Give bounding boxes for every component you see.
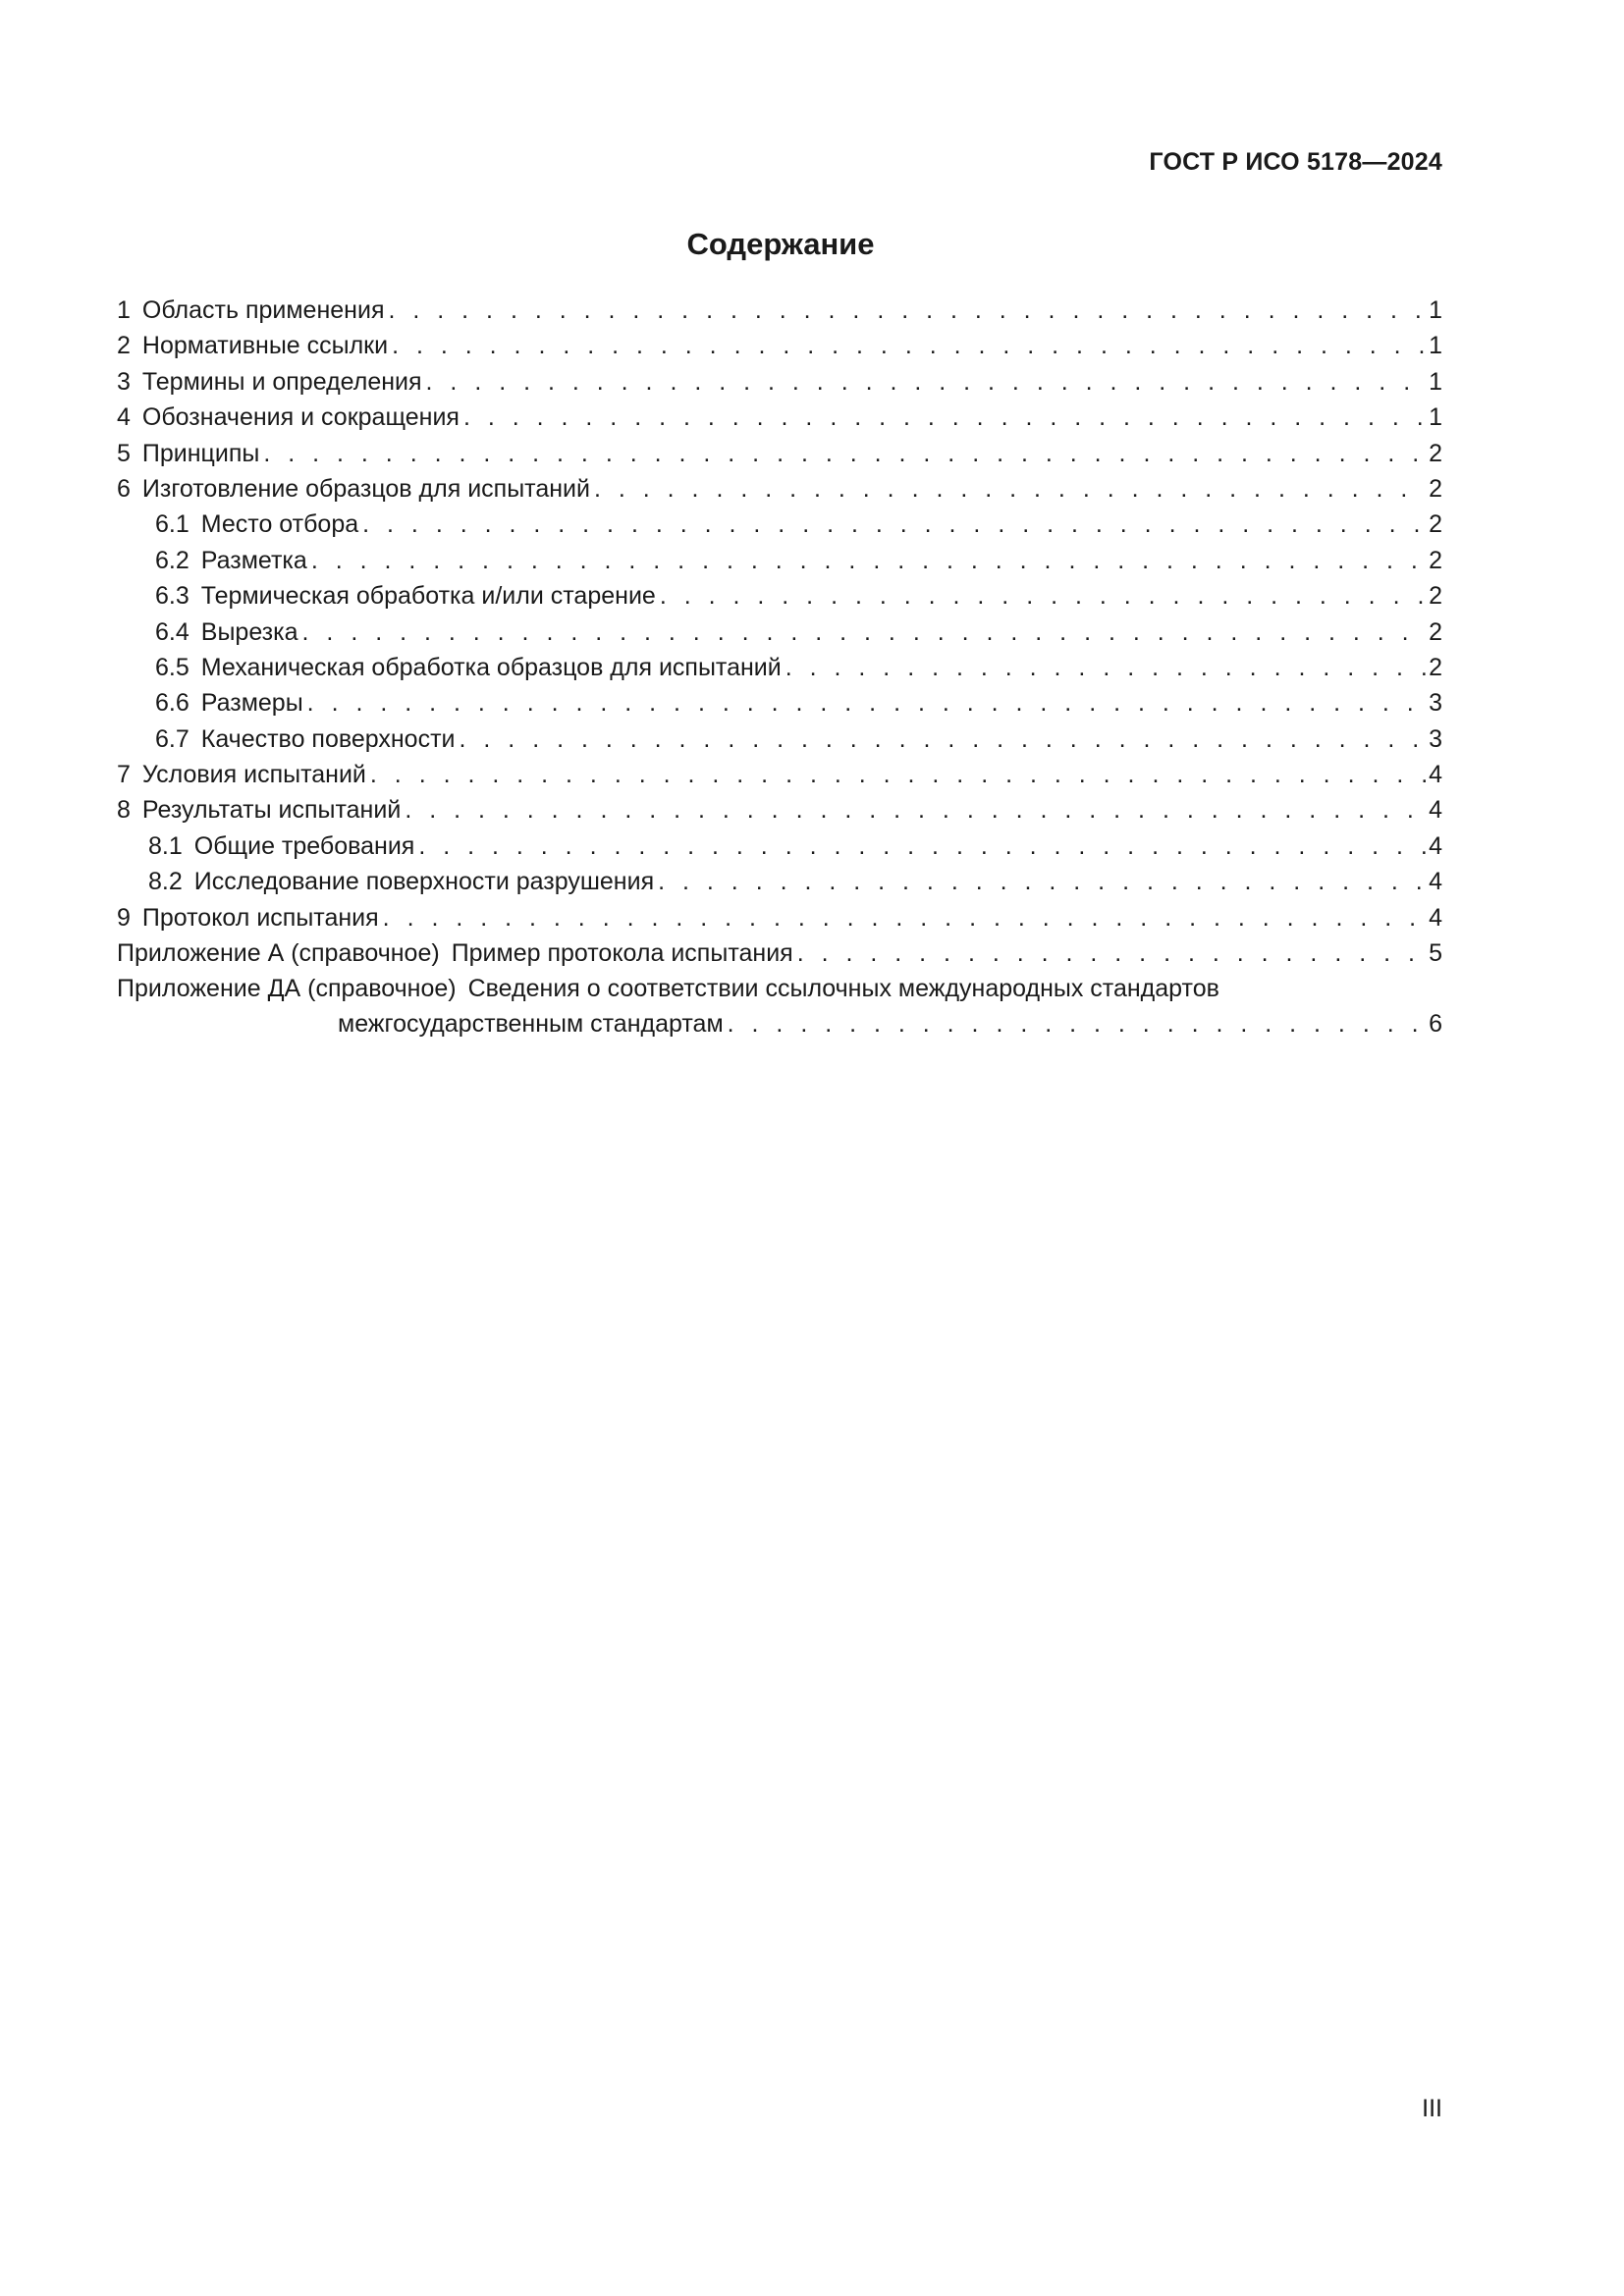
dot-leader <box>362 507 1427 542</box>
dot-leader <box>302 614 1428 650</box>
toc-entry-number: 8.1 <box>148 831 183 860</box>
dot-leader <box>660 578 1427 614</box>
toc-entry-label: Общие требования <box>193 831 415 860</box>
toc-entry-6-3[interactable] <box>117 578 1442 614</box>
toc-entry-page: 2 <box>1429 653 1442 681</box>
dot-leader <box>658 864 1427 899</box>
toc-entry-label: Протокол испытания <box>141 903 379 932</box>
toc-entry-5[interactable] <box>117 436 1442 471</box>
toc-entry-number: 6.2 <box>155 546 189 574</box>
document-code: ГОСТ Р ИСО 5178—2024 <box>1149 148 1442 176</box>
toc-entry-number: 6.3 <box>155 582 189 611</box>
toc-entry-number: 3 <box>117 367 131 396</box>
toc-entry-page: 4 <box>1429 868 1442 896</box>
toc-entry-number: 6.6 <box>155 689 189 718</box>
toc-entry-9[interactable] <box>117 900 1442 935</box>
toc-entry-number: 4 <box>117 403 131 432</box>
toc-entry-page: 4 <box>1429 761 1442 789</box>
toc-entry-number: 6.5 <box>155 653 189 681</box>
toc-entry-6-2[interactable] <box>117 543 1442 578</box>
toc-entry-label: Термическая обработка и/или старение <box>200 582 656 611</box>
toc-title: Содержание <box>686 227 875 261</box>
dot-leader <box>785 650 1427 685</box>
table-of-contents <box>117 293 1442 1042</box>
toc-entry-page: 2 <box>1429 546 1442 574</box>
toc-entry-number: 8.2 <box>148 868 183 896</box>
toc-entry-label: Нормативные ссылки <box>141 332 389 360</box>
toc-entry-3[interactable] <box>117 364 1442 400</box>
toc-entry-page: 4 <box>1429 903 1442 932</box>
toc-entry-6-7[interactable] <box>117 721 1442 757</box>
toc-entry-page: 1 <box>1429 403 1442 432</box>
toc-entry-page: 1 <box>1429 332 1442 360</box>
dot-leader <box>388 293 1427 328</box>
toc-entry-number: 6.4 <box>155 617 189 646</box>
toc-entry-page: 2 <box>1429 617 1442 646</box>
toc-entry-label: Область применения <box>141 295 385 324</box>
toc-entry-8-1[interactable] <box>117 828 1442 864</box>
toc-entry-page: 3 <box>1429 689 1442 718</box>
toc-annex-prefix: Приложение ДА (справочное) <box>117 975 457 1003</box>
page-number: III <box>1422 2095 1442 2122</box>
toc-entry-page: 2 <box>1429 582 1442 611</box>
toc-entry-number: 5 <box>117 439 131 467</box>
dot-leader <box>418 828 1427 864</box>
toc-entry-page: 1 <box>1429 295 1442 324</box>
toc-entry-number: 7 <box>117 761 131 789</box>
dot-leader <box>426 364 1428 400</box>
toc-entry-label: Принципы <box>141 439 260 467</box>
dot-leader <box>392 328 1427 363</box>
toc-entry-label: Термины и определения <box>141 367 422 396</box>
toc-entry-number: 2 <box>117 332 131 360</box>
dot-leader <box>370 757 1427 792</box>
toc-entry-label: Размеры <box>200 689 303 718</box>
toc-entry-label: Сведения о соответствии ссылочных международных стандартов <box>467 975 1219 1003</box>
toc-entry-6-5[interactable] <box>117 650 1442 685</box>
toc-entry-4[interactable] <box>117 400 1442 435</box>
toc-entry-label: Место отбора <box>200 510 359 539</box>
toc-entry-label: Качество поверхности <box>200 724 456 753</box>
dot-leader <box>307 685 1427 721</box>
dot-leader <box>405 792 1427 828</box>
dot-leader <box>460 721 1428 757</box>
toc-annex-da[interactable] <box>117 971 1442 1006</box>
toc-entry-page: 2 <box>1429 510 1442 539</box>
toc-annex-a[interactable] <box>117 935 1442 971</box>
dot-leader <box>797 935 1427 971</box>
toc-entry-label: Изготовление образцов для испытаний <box>141 474 590 503</box>
toc-entry-6-1[interactable] <box>117 507 1442 542</box>
toc-entry-1[interactable] <box>117 293 1442 328</box>
toc-entry-page: 5 <box>1429 939 1442 968</box>
dot-leader <box>311 543 1427 578</box>
toc-entry-8-2[interactable] <box>117 864 1442 899</box>
dot-leader <box>594 471 1427 507</box>
toc-entry-number: 1 <box>117 295 131 324</box>
toc-entry-page: 2 <box>1429 439 1442 467</box>
toc-annex-da-continuation[interactable] <box>117 1006 1442 1041</box>
dot-leader <box>728 1006 1427 1041</box>
toc-entry-number: 8 <box>117 796 131 825</box>
toc-entry-number: 6.7 <box>155 724 189 753</box>
toc-entry-label: Пример протокола испытания <box>451 939 793 968</box>
toc-entry-7[interactable] <box>117 757 1442 792</box>
toc-entry-label: Вырезка <box>200 617 298 646</box>
toc-entry-label: Условия испытаний <box>141 761 366 789</box>
toc-entry-page: 4 <box>1429 831 1442 860</box>
dot-leader <box>463 400 1427 435</box>
toc-entry-page: 6 <box>1429 1010 1442 1039</box>
toc-entry-6[interactable] <box>117 471 1442 507</box>
toc-entry-8[interactable] <box>117 792 1442 828</box>
toc-entry-page: 1 <box>1429 367 1442 396</box>
toc-entry-6-6[interactable] <box>117 685 1442 721</box>
toc-annex-prefix: Приложение А (справочное) <box>117 939 440 968</box>
toc-entry-label: Механическая обработка образцов для испытаний <box>200 653 782 681</box>
toc-entry-label: Разметка <box>200 546 307 574</box>
toc-entry-page: 2 <box>1429 474 1442 503</box>
toc-entry-page: 4 <box>1429 796 1442 825</box>
toc-entry-page: 3 <box>1429 724 1442 753</box>
toc-entry-label: Обозначения и сокращения <box>141 403 460 432</box>
dot-leader <box>263 436 1427 471</box>
toc-entry-6-4[interactable] <box>117 614 1442 650</box>
toc-entry-label-continuation: межгосударственным стандартам <box>338 1010 724 1039</box>
toc-entry-number: 9 <box>117 903 131 932</box>
dot-leader <box>383 900 1427 935</box>
toc-entry-number: 6 <box>117 474 131 503</box>
toc-entry-label: Результаты испытаний <box>141 796 402 825</box>
toc-entry-number: 6.1 <box>155 510 189 539</box>
toc-entry-label: Исследование поверхности разрушения <box>193 868 655 896</box>
toc-entry-2[interactable] <box>117 328 1442 363</box>
